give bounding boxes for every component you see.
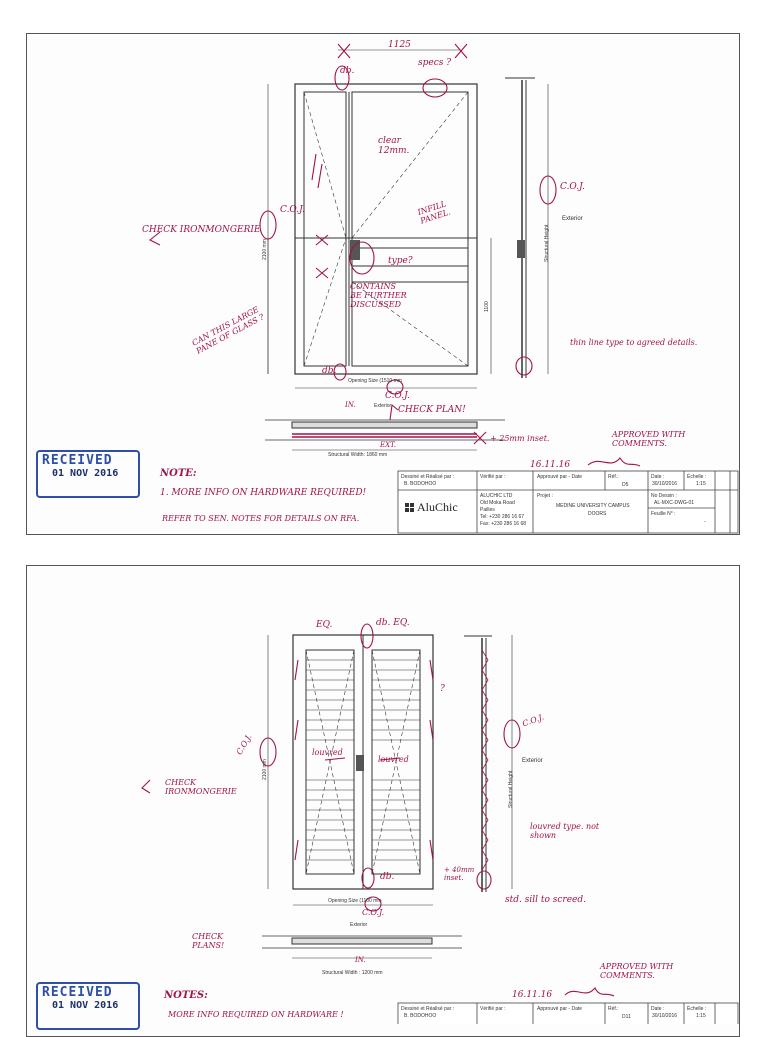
tb1-projet-sub: DOORS (588, 511, 607, 517)
tb1-echelle-value: 1:15 (696, 481, 706, 487)
tb2-dessine-label: Dessiné et Réalisé par : (401, 1006, 455, 1012)
tb2-dessine-value: B. BODOHOO (404, 1013, 437, 1019)
s2-note-louvred-right: louvred (378, 755, 409, 764)
s2-dim-structural-width: Structural Width : 1200 mm (322, 970, 383, 976)
note-infill-panel: INFILL PANEL. (416, 199, 452, 226)
tb1-verifie-label: Vérifié par : (480, 474, 506, 480)
tb2-verifie-label: Vérifié par : (480, 1006, 506, 1012)
dim-opening-width: Opening Size (1510 mm (348, 378, 402, 384)
door-elevation-1 (268, 50, 491, 388)
dim-structural-height: Structural Height (544, 224, 550, 262)
note-title: NOTE: (160, 468, 197, 479)
s2-note-question: ? (440, 684, 445, 694)
s2-note-approved: APPROVED WITH COMMENTS. (600, 962, 674, 980)
note-inset: + 25mm inset. (490, 434, 550, 443)
tb1-fax: Fax: +230 286 16 68 (480, 521, 527, 527)
tb1-projet-value: MEDINE UNIVERSITY CAMPUS (556, 503, 630, 509)
note-clear: clear 12mm. (378, 136, 410, 156)
note-db-top: db. (340, 66, 355, 76)
stamp-date: 01 NOV 2016 (52, 1000, 119, 1011)
tb1-date-label: Date : (651, 474, 665, 480)
plan-in: IN. (345, 401, 356, 409)
tb2-echelle-label: Échelle : (687, 1006, 707, 1012)
note-specs: specs ? (418, 58, 452, 68)
note-check-plan: CHECK PLAN! (398, 405, 466, 415)
door-section-2 (464, 635, 512, 892)
s2-notes-title: NOTES: (164, 990, 208, 1001)
dim-structural-width: Structural Width: 1860 mm (328, 452, 388, 458)
tb2-date-label: Date : (651, 1006, 665, 1012)
stamp-word: RECEIVED (42, 985, 113, 1000)
s2-note-sill: std. sill to screed. (505, 895, 586, 905)
note-refer: REFER TO SEN. NOTES FOR DETAILS ON RFA. (162, 514, 360, 523)
s2-dim-opening-width: Opening Size (1100 mm (328, 898, 382, 904)
s2-note-cou-bottom: C.O.J. (362, 908, 385, 917)
s2-label-exterior: Exterior (522, 758, 543, 764)
s2-note-db-bottom: db. (380, 872, 395, 882)
note-cou-right: C.O.J. (560, 182, 585, 192)
note-contains: CONTAINS BE FURTHER DISCUSSED (350, 282, 407, 309)
note-cou-left: C.O.J. (280, 205, 305, 215)
stamp-date: 01 NOV 2016 (52, 468, 119, 479)
title-block-frames (398, 471, 738, 1024)
label-exterior: Exterior (562, 216, 583, 222)
tb1-ref-label: Réf.: (608, 474, 619, 480)
received-stamp-1 (36, 450, 140, 498)
stamp-word: RECEIVED (42, 453, 113, 468)
s2-note-check-plans: CHECK PLANS! (192, 932, 225, 950)
s2-note-cou-right: C.O.J. (521, 712, 546, 729)
s2-note-db-top: db. EQ. (376, 618, 410, 628)
note-date: 16.11.16 (530, 460, 571, 470)
note-can-this: CAN THIS LARGE PANE OF GLASS ? (190, 304, 266, 356)
s2-note-cou-left: C.O.J. (234, 732, 254, 757)
note-type: type? (388, 256, 413, 266)
tb2-ref-label: Réf.: (608, 1006, 619, 1012)
note-approved: APPROVED WITH COMMENTS. (612, 430, 686, 448)
tb1-approuve-label: Approuvé par - Date (537, 474, 583, 480)
s2-note-hardware: MORE INFO REQUIRED ON HARDWARE ! (168, 1010, 344, 1019)
tb1-projet-label: Projet : (537, 493, 553, 499)
s2-dim-opening-height: 2100 mm (262, 759, 268, 780)
tb2-echelle-value: 1:15 (696, 1013, 706, 1019)
s2-note-eq: EQ. (316, 620, 333, 630)
tb1-no-dessin-label: No Dessin : (651, 493, 677, 499)
s2-plan-in: IN. (355, 956, 366, 964)
s2-dim-structural-height: Structural Height (508, 770, 514, 808)
door-elevation-2 (268, 635, 433, 905)
note-check-ironmongerie: CHECK IRONMONGERIE (142, 225, 261, 235)
dim-1100: 1100 (484, 301, 490, 312)
aluchic-logo: AluChic (417, 500, 458, 514)
tb1-addr1: Old Moka Road (480, 500, 515, 506)
plan-ext: EXT. (380, 441, 396, 449)
note-hardware: 1. MORE INFO ON HARDWARE REQUIRED! (160, 488, 367, 498)
tb2-approuve-label: Approuvé par - Date (537, 1006, 583, 1012)
note-thin-line: thin line type to agreed details. (570, 338, 698, 347)
tb1-dessine-value: B. BODOHOO (404, 481, 437, 487)
tb1-no-dessin-value: AL-MXC-DWG-01 (654, 500, 695, 506)
tb2-ref-value: D11 (622, 1014, 631, 1020)
dim-opening-height: 2100 mm (262, 239, 268, 260)
plan-exterior: Exterior (374, 403, 392, 409)
tb1-date-value: 30/10/2016 (652, 481, 678, 487)
note-db-bottom: db. (322, 366, 337, 376)
s2-note-louvred-type: louvred type. not shown (530, 822, 600, 840)
note-cou-bottom: C.O.J. (385, 391, 410, 401)
tb1-ref-value: D5 (622, 482, 629, 488)
tb1-company: ALUCHIC LTD (480, 493, 513, 499)
tb1-feuille-label: Feuille N° : (651, 511, 676, 517)
tb1-dessine-label: Dessiné et Réalisé par : (401, 474, 455, 480)
s2-note-date: 16.11.16 (512, 990, 553, 1000)
door-section-1 (505, 78, 548, 378)
s2-note-inset: + 40mm inset. (444, 866, 475, 882)
tb2-date-value: 30/10/2016 (652, 1013, 678, 1019)
tb1-tel: Tel: +230 286 16 67 (480, 514, 525, 520)
received-stamp-2 (36, 982, 140, 1030)
s2-note-check-iron: CHECK IRONMONGERIE (165, 778, 237, 796)
s2-plan-exterior: Exterior (350, 922, 368, 928)
tb1-addr2: Pailles (480, 507, 495, 513)
dim-top-width: 1125 (388, 40, 411, 50)
tb1-feuille-value: - (704, 519, 706, 525)
door-plan-2 (262, 936, 462, 958)
tb1-echelle-label: Échelle : (687, 474, 707, 480)
s2-note-louvred-left: louvred (312, 748, 343, 757)
